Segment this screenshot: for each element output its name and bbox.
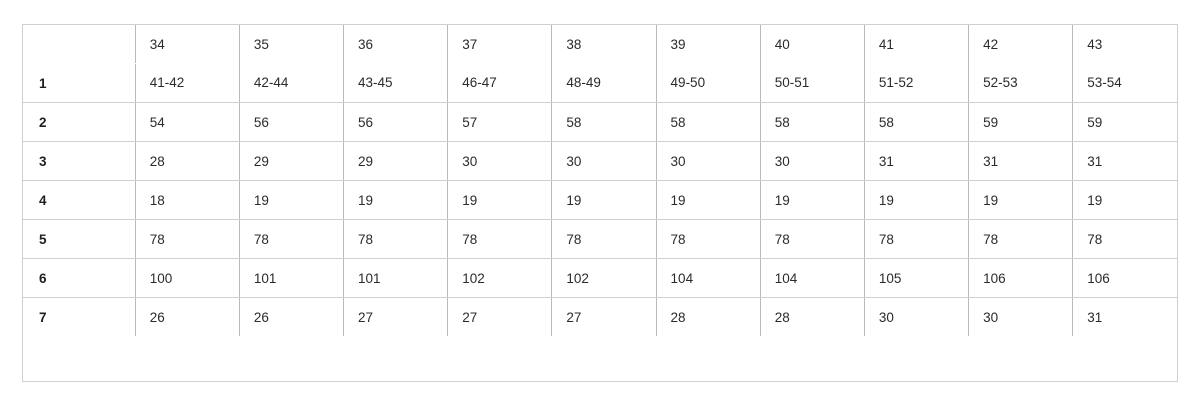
table-cell: 49-50 <box>656 64 760 103</box>
table-cell: 104 <box>760 259 864 298</box>
row-label: 3 <box>23 142 135 181</box>
table-cell: 102 <box>448 259 552 298</box>
table-cell: 106 <box>1073 259 1177 298</box>
table-cell: 58 <box>552 103 656 142</box>
table-cell: 42-44 <box>239 64 343 103</box>
table-cell: 59 <box>969 103 1073 142</box>
table-cell: 58 <box>656 103 760 142</box>
table-cell: 19 <box>969 181 1073 220</box>
table-row <box>23 142 1177 181</box>
table-cell: 29 <box>239 142 343 181</box>
table-cell: 51-52 <box>864 64 968 103</box>
table-cell: 56 <box>344 103 448 142</box>
table-cell: 58 <box>760 103 864 142</box>
table-cell: 30 <box>656 142 760 181</box>
table-cell: 30 <box>760 142 864 181</box>
table-cell: 57 <box>448 103 552 142</box>
table-cell: 101 <box>239 259 343 298</box>
table-cell: 78 <box>1073 220 1177 259</box>
column-header: 43 <box>1087 36 1103 52</box>
table-row <box>23 103 1177 142</box>
column-header: 36 <box>344 25 448 64</box>
table-cell: 30 <box>969 298 1073 337</box>
table-cell: 48-49 <box>552 64 656 103</box>
row-label: 2 <box>23 103 135 142</box>
table-row <box>23 64 1177 103</box>
table-cell: 78 <box>135 220 239 259</box>
table-cell: 78 <box>760 220 864 259</box>
table-cell: 53-54 <box>1073 64 1177 103</box>
table-cell: 41-42 <box>135 64 239 103</box>
table-cell: 78 <box>864 220 968 259</box>
table-cell: 59 <box>1073 103 1177 142</box>
table-cell: 54 <box>135 103 239 142</box>
table-cell: 101 <box>344 259 448 298</box>
table-cell: 19 <box>552 181 656 220</box>
table-row <box>23 220 1177 259</box>
table-cell: 19 <box>448 181 552 220</box>
table-cell: 105 <box>864 259 968 298</box>
column-header: 40 <box>760 25 864 64</box>
column-header: 38 <box>552 25 656 64</box>
table-cell: 27 <box>344 298 448 337</box>
table-cell: 56 <box>239 103 343 142</box>
table-cell: 106 <box>969 259 1073 298</box>
table-cell: 19 <box>864 181 968 220</box>
table-cell: 31 <box>1087 309 1103 325</box>
table-cell: 78 <box>552 220 656 259</box>
column-header: 42 <box>969 25 1073 64</box>
table-row <box>23 298 1177 337</box>
table-body <box>23 64 1177 337</box>
table-cell: 43-45 <box>344 64 448 103</box>
size-table-frame <box>22 24 1178 382</box>
table-cell: 104 <box>656 259 760 298</box>
column-header: 34 <box>135 25 239 64</box>
table-cell: 19 <box>1073 181 1177 220</box>
row-label: 6 <box>23 259 135 298</box>
table-cell: 102 <box>552 259 656 298</box>
table-cell: 78 <box>239 220 343 259</box>
column-header: 39 <box>656 25 760 64</box>
table-header <box>23 25 1177 64</box>
table-cell: 27 <box>448 298 552 337</box>
table-cell: 52-53 <box>969 64 1073 103</box>
table-cell: 19 <box>760 181 864 220</box>
table-cell: 28 <box>656 298 760 337</box>
table-cell: 30 <box>552 142 656 181</box>
table-row <box>23 259 1177 298</box>
table-cell: 19 <box>239 181 343 220</box>
row-label: 5 <box>23 220 135 259</box>
table-cell: 28 <box>760 298 864 337</box>
row-label: 1 <box>23 64 135 103</box>
table-cell: 30 <box>448 142 552 181</box>
column-header: 41 <box>864 25 968 64</box>
table-cell: 31 <box>969 142 1073 181</box>
table-cell: 26 <box>135 298 239 337</box>
table-cell: 50-51 <box>760 64 864 103</box>
table-cell: 78 <box>344 220 448 259</box>
table-cell: 78 <box>969 220 1073 259</box>
table-cell: 46-47 <box>448 64 552 103</box>
table-cell: 19 <box>344 181 448 220</box>
size-table <box>23 25 1177 336</box>
table-cell: 31 <box>1073 142 1177 181</box>
table-cell: 27 <box>552 298 656 337</box>
table-cell: 19 <box>656 181 760 220</box>
column-header: 37 <box>448 25 552 64</box>
table-cell: 100 <box>135 259 239 298</box>
table-cell: 29 <box>344 142 448 181</box>
table-cell: 31 <box>864 142 968 181</box>
column-header: 35 <box>239 25 343 64</box>
table-cell: 30 <box>864 298 968 337</box>
table-cell: 28 <box>135 142 239 181</box>
table-cell: 26 <box>239 298 343 337</box>
row-label: 4 <box>23 181 135 220</box>
table-row <box>23 181 1177 220</box>
row-label: 7 <box>39 309 47 325</box>
table-cell: 78 <box>448 220 552 259</box>
table-corner-cell <box>23 25 135 64</box>
table-cell: 58 <box>864 103 968 142</box>
header-row <box>23 25 1177 64</box>
table-cell: 18 <box>135 181 239 220</box>
table-cell: 78 <box>656 220 760 259</box>
